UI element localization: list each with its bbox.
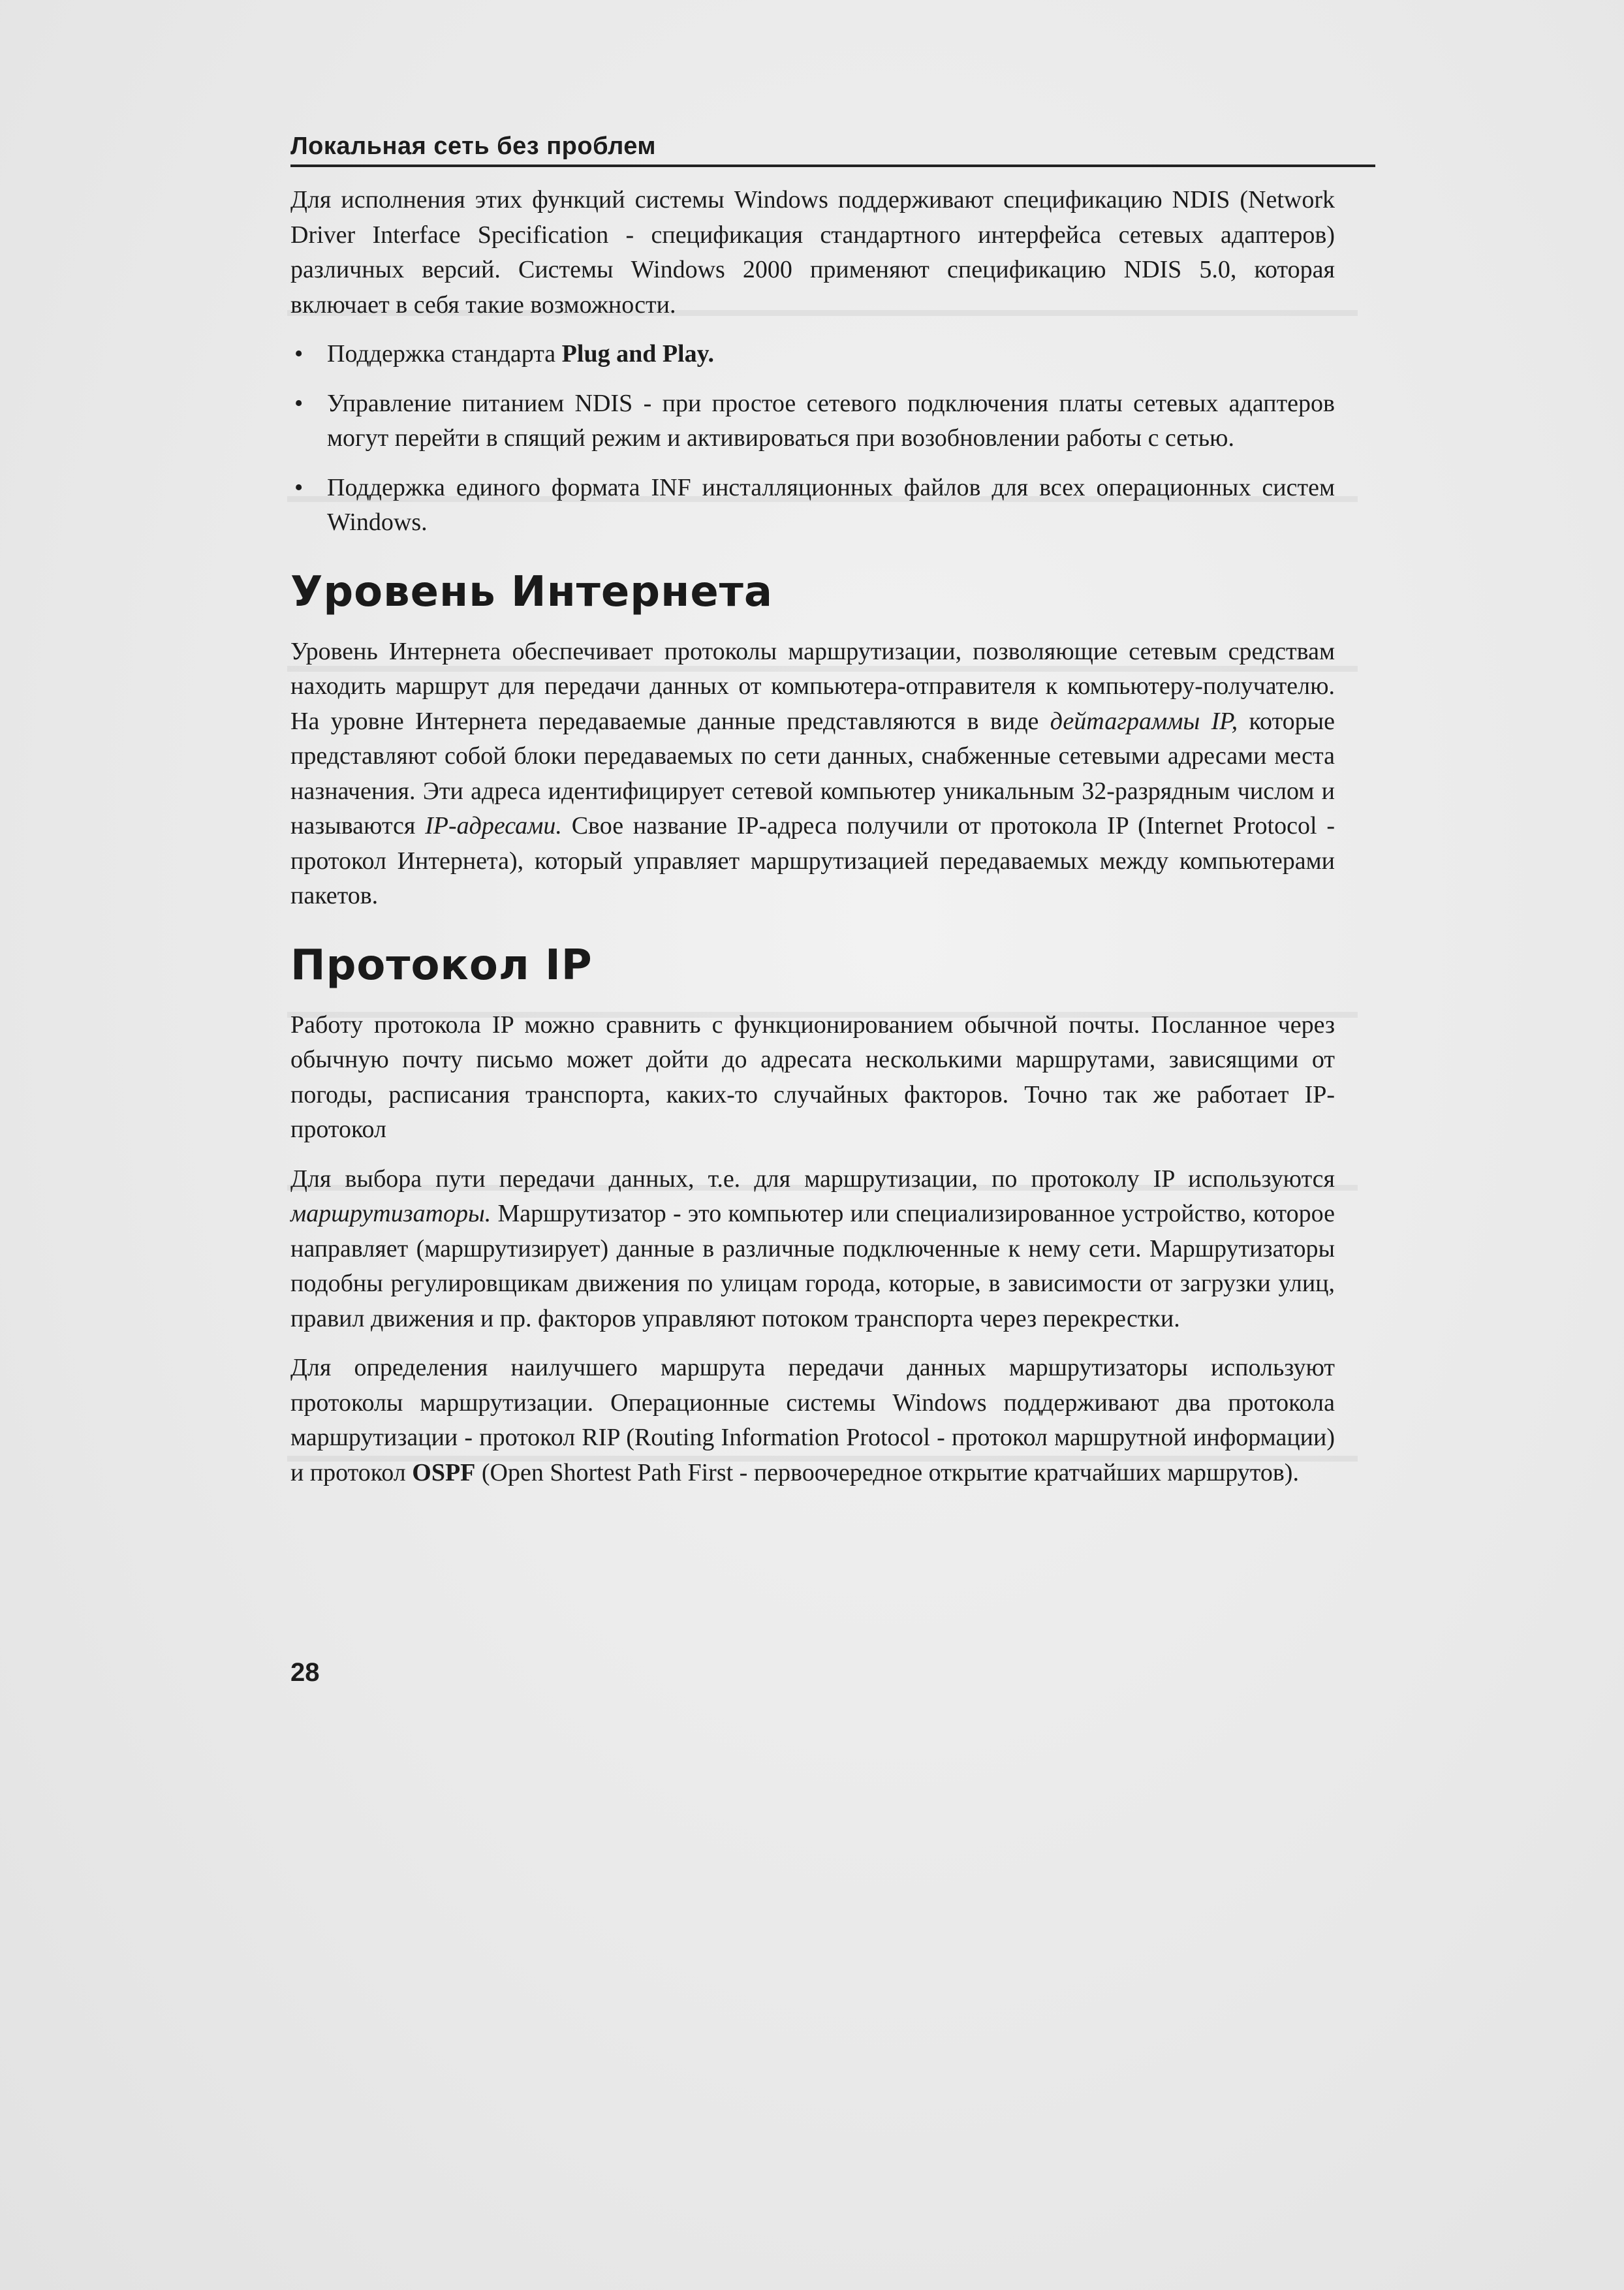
section-heading-ip-protocol: Протокол IP bbox=[290, 941, 593, 990]
feature-list bbox=[290, 337, 1335, 541]
list-item: • Поддержка единого формата INF инсталляционных файлов для всех операционных систем Windows. bbox=[290, 471, 1335, 541]
section2-paragraph-1: Работу протокола IP можно сравнить с функционированием обычной почты. Посланное через обычную почту письмо может дойти до адресата несколькими маршрутами, зависящими от погоды, расписания транспорта, каких-то случайных факторов. Точно так же работает IP-протокол bbox=[290, 1011, 1335, 1143]
intro-paragraph: Для исполнения этих функций системы Windows поддерживают спецификацию NDIS (Network Driver Interface Specification - спецификация стандартного интерфейса сетевых адаптеров) различных версий. Системы Windows 2000 применяют спецификацию NDIS 5.0, которая включает в себя такие возможности. bbox=[290, 186, 1335, 319]
bullet-icon: • bbox=[294, 473, 304, 501]
page-number: 28 bbox=[290, 1658, 320, 1687]
section1-paragraph: Уровень Интернета обеспечивает протоколы маршрутизации, позволяющие сетевым средствам находить маршрут для передачи данных от компьютера-отправителя к компьютеру-получателю. На уровне Интернета передаваемые данные представляются в виде дейтаграммы IP, которые представляют собой блоки передаваемых по сети данных, снабженные сетевыми адресами места назначения. Эти адреса идентифицирует сетевой компьютер уникальным 32-разрядным числом и называются IP-адресами. Свое название IP-адреса получили от протокола IP (Internet Protocol - протокол Интернета), который управляет маршрутизацией передаваемых между компьютерами пакетов. bbox=[290, 637, 1335, 909]
section2-paragraph-2: Для выбора пути передачи данных, т.е. для маршрутизации, по протоколу IP используются маршрутизаторы. Маршрутизатор - это компьютер или специализированное устройство, которое направляет (маршрутизирует) данные в различные подключенные к нему сети. Маршрутизаторы подобны регулировщикам движения по улицам города, которые, в зависимости от загрузки улиц, правил движения и пр. факторов управляют потоком транспорта через перекрестки. bbox=[290, 1165, 1335, 1332]
list-item: • Управление питанием NDIS - при простое сетевого подключения платы сетевых адаптеров могут перейти в спящий режим и активироваться при возобновлении работы с сетью. bbox=[290, 386, 1335, 456]
running-header: Локальная сеть без проблем bbox=[290, 133, 1375, 167]
bullet-icon: • bbox=[294, 389, 304, 417]
page-body bbox=[290, 183, 1335, 1505]
list-item: • Поддержка стандарта Plug and Play. bbox=[290, 337, 1335, 372]
bullet-icon: • bbox=[294, 340, 304, 368]
section2-paragraph-3: Для определения наилучшего маршрута передачи данных маршрутизаторы используют протоколы маршрутизации. Операционные системы Windows поддерживают два протокола маршрутизации - протокол RIP (Routing Information Protocol - протокол маршрутной информации) и протокол OSPF (Open Shortest Path First - первоочередное открытие кратчайших маршрутов). bbox=[290, 1354, 1335, 1486]
section-heading-internet-layer: Уровень Интернета bbox=[290, 567, 773, 616]
